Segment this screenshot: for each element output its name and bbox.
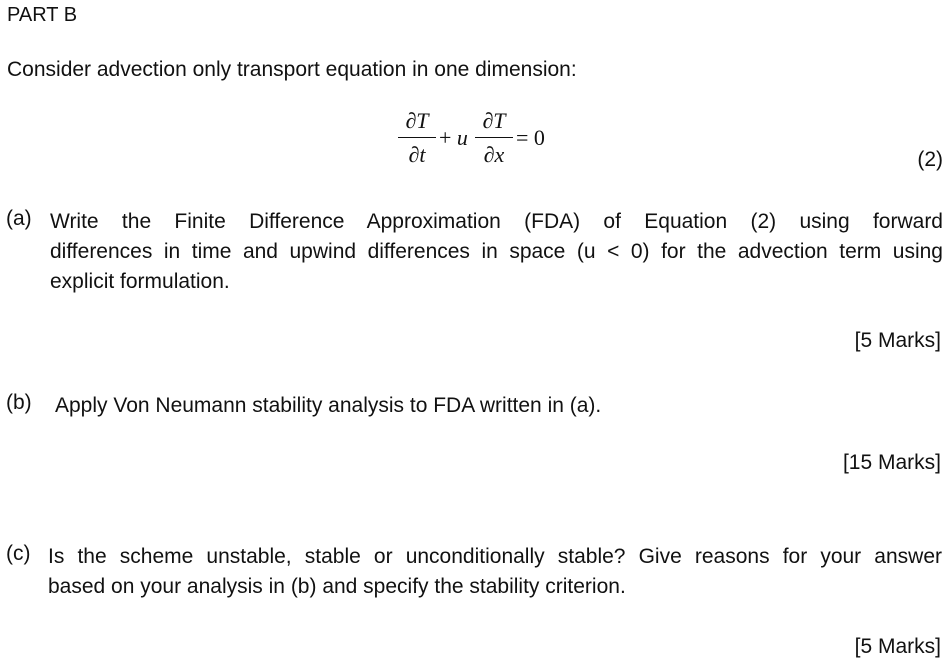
fraction-denominator: ∂x: [483, 142, 505, 167]
equals-zero: = 0: [516, 125, 545, 150]
question-b-marks: [15 Marks]: [842, 451, 941, 474]
fraction-bar: [475, 137, 513, 138]
velocity-symbol: u: [456, 125, 468, 150]
question-line: based on your analysis in (b) and specify the stability criterion.: [48, 575, 626, 598]
equation-number: (2): [917, 148, 943, 171]
part-title: PART B: [7, 4, 78, 26]
equation: [398, 108, 568, 170]
time-derivative-fraction: [398, 108, 436, 168]
plus-velocity: [439, 125, 468, 151]
question-a-label: (a): [6, 207, 32, 230]
fraction-numerator: ∂T: [405, 108, 429, 133]
question-a-text: [50, 207, 943, 297]
question-line: Is the scheme unstable, stable or unconditionally stable? Give reasons for your answer: [48, 545, 942, 568]
question-line: differences in time and upwind differences in space (u < 0) for the advection term using: [50, 240, 943, 263]
fraction-bar: [398, 137, 436, 138]
space-derivative-fraction: [475, 108, 513, 168]
fraction-denominator: ∂t: [408, 142, 426, 167]
question-c-text: [48, 542, 942, 602]
question-a-marks: [5 Marks]: [854, 329, 941, 352]
question-b-text: [55, 391, 601, 421]
question-line: Write the Finite Difference Approximation (FDA) of Equation (2) using forward: [50, 210, 943, 233]
fraction-numerator: ∂T: [482, 108, 506, 133]
question-c-label: (c): [6, 542, 31, 565]
question-c-marks: [5 Marks]: [854, 635, 941, 658]
intro-text: Consider advection only transport equation in one dimension:: [7, 58, 577, 81]
question-line: explicit formulation.: [50, 270, 230, 293]
question-b-label: (b): [6, 391, 32, 414]
question-line: Apply Von Neumann stability analysis to FDA written in (a).: [55, 394, 602, 417]
plus-sign: +: [439, 125, 452, 150]
